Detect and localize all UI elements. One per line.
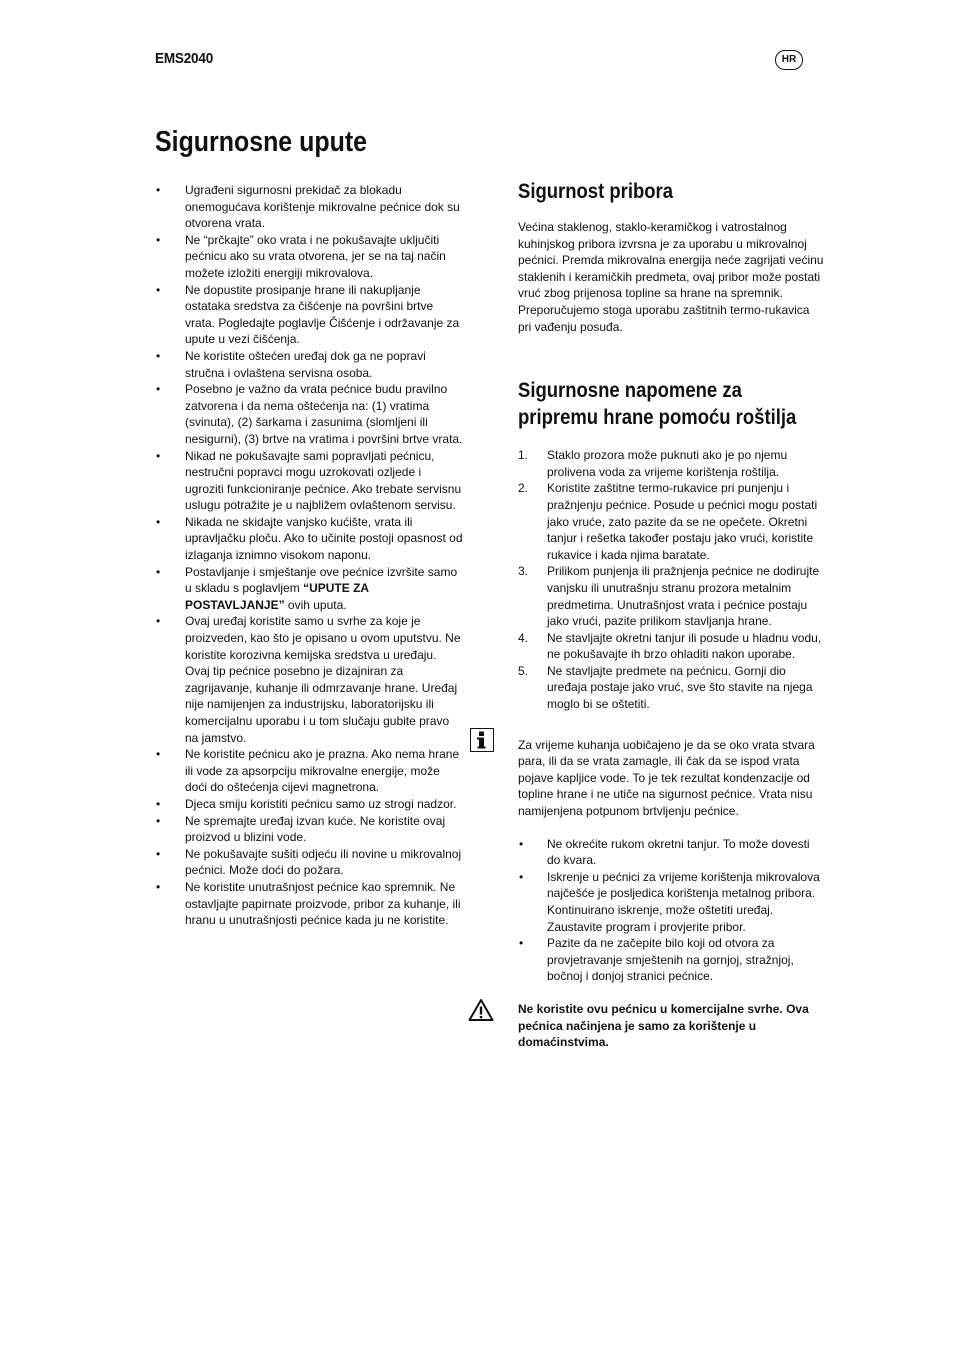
- language-badge: HR: [775, 50, 803, 70]
- list-item: • Iskrenje u pećnici za vrijeme korištenja mikrovalova najčešće je posljedica korištenja metalnog pribora. Kontinuirano iskrenje, može oštetiti uređaj. Zaustavite program i provjerite pribor.: [519, 869, 820, 934]
- list-item: • Posebno je važno da vrata pećnice budu pravilno zatvorena i da nema oštećenja na: (1) vratima (svinuta), (2) šarkama i zasunima (slomljeni ili nesigurni), (3) brtve na vratima i površini brtve vrata.: [156, 382, 463, 446]
- grill-heading-line2: pripremu hrane pomoću roštilja: [518, 406, 797, 430]
- list-item: • Djeca smiju koristiti pećnicu samo uz strogi nadzor.: [156, 796, 457, 811]
- list-item: • Ne okrećite rukom okretni tanjur. To može dovesti do kvara.: [519, 836, 810, 868]
- list-item: • Ne pokušavajte sušiti odjeću ili novine u mikrovalnoj pećnici. Može doći do požara.: [156, 846, 462, 878]
- list-item: • Ne koristite pećnicu ako je prazna. Ako nema hrane ili vode za apsorpciju mikrovalne energije, može doći do oštećenja cijevi magnetrona.: [156, 747, 460, 795]
- list-item: 5. Ne stavljajte predmete na pećnicu. Gornji dio uređaja postaje jako vruć, sve što stavite na njega moglo bi se oštetiti.: [518, 663, 813, 712]
- list-item: 1. Staklo prozora može puknuti ako je po njemu prolivena voda za vrijeme korištenja roštilja.: [518, 448, 788, 479]
- accessories-paragraph: Većina staklenog, staklo-keramičkog i vatrostalnog kuhinjskog pribora izvrsna je za uporabu u mikrovalnoj pećnici. Premda mikrovalna energija neće zagrijati većinu staklenih i keramičkih predmeta, ovaj pribor može postati vruć zbog prijenosa topline sa hrane na spremnik. Preporučujemo stoga uporabu zaštitnih termo-rukavica pri vađenju posuđa.: [518, 220, 824, 334]
- warning-triangle-icon: [468, 998, 494, 1022]
- list-item: • Pazite da ne začepite bilo koji od otvora za provjetravanje smještenih na gornjoj, stražnjoj, bočnoj i donjoj stranici pećnice.: [519, 936, 794, 984]
- usage-bullets: [518, 836, 824, 985]
- list-item: • Ne dopustite prosipanje hrane ili nakupljanje ostataka sredstva za čišćenje na površini brtve vrata. Pogledajte poglavlje Čišćenje i održavanje za upute u vezi čišćenja.: [156, 282, 460, 347]
- safety-instructions-list: [155, 182, 463, 929]
- info-note: Za vrijeme kuhanja uobičajeno je da se oko vrata stvara para, ili da se vrata zamagle, ili čak da se ispod vrata pojave kapljice vode. To je tek rezultat kondenzacije od topline hrane i ne utiče na sigurnost pećnice. Vrata nisu namijenjena potpunom brtvljenju pećnice.: [518, 737, 815, 819]
- page-title: Sigurnosne upute: [155, 126, 367, 158]
- grill-heading-line1: Sigurnosne napomene za: [518, 379, 742, 403]
- accessories-heading: Sigurnost pribora: [518, 180, 674, 203]
- right-column: [518, 178, 824, 1051]
- list-item: • Ovaj uređaj koristite samo u svrhe za koje je proizveden, kao što je opisano u ovom uputstvu. Ne koristite korozivna kemijska sredstva u uređaju. Ovaj tip pećnice posebno je dizajniran za zagrijavanje, kuhanje ili odmrzavanje hrane. Uređaj nije namijenjen za industrijsku, laboratorijsku ili komercijalnu uporabu i u tom slučaju gubite pravo na jamstvo.: [156, 614, 461, 745]
- list-item: • Ugrađeni sigurnosni prekidač za blokadu onemogućava korištenje mikrovalne pećnice dok su otvorena vrata.: [156, 183, 460, 231]
- list-item: 2. Koristite zaštitne termo-rukavice pri punjenju i pražnjenju pećnice. Posude u pećnici mogu postati jako vruće, zato pazite da se ne opečete. Okretni tanjur i rešetka također postaju jako vrući, koristite rukavice i kada njima baratate.: [518, 481, 818, 562]
- list-item: • Ne “prčkajte” oko vrata i ne pokušavajte uključiti pećnicu ako su vrata otvorena, jer se na taj način možete izložiti energiji mikrovalova.: [156, 232, 446, 280]
- warning-note: Ne koristite ovu pećnicu u komercijalne svrhe. Ova pećnica načinjena je samo za korištenje u domaćinstvima.: [518, 1001, 809, 1050]
- list-item-installation: • Postavljanje i smještanje ove pećnice izvršite samo u skladu s poglavljem “UPUTE ZA POSTAVLJANJE” ovih uputa.: [156, 564, 458, 612]
- list-item: • Nikada ne skidajte vanjsko kućište, vrata ili upravljačku ploču. Ako to učinite postoji opasnost od izlaganja iznimno visokom naponu.: [156, 514, 463, 563]
- grill-safety-list: [518, 447, 824, 713]
- list-item: • Nikad ne pokušavajte sami popravljati pećnicu, nestručni popravci mogu uzrokovati ozljede i ugroziti funkcioniranje pećnice. Ako trebate servisnu uslugu potražite je u najbližem ovlaštenom servisu.: [156, 448, 462, 513]
- list-item: • Ne koristite unutrašnjost pećnice kao spremnik. Ne ostavljajte papirnate proizvode, pribor za kuhanje, ili hranu u unutrašnjosti pećnice kada ju ne koristite.: [156, 879, 461, 928]
- info-icon: [470, 728, 494, 752]
- list-item: • Ne koristite oštećen uređaj dok ga ne popravi stručna i ovlaštena servisna osoba.: [156, 348, 426, 380]
- list-item: • Ne spremajte uređaj izvan kuće. Ne koristite ovaj proizvod u blizini vode.: [156, 813, 446, 845]
- list-item: 4. Ne stavljajte okretni tanjur ili posude u hladnu vodu, ne pokušavajte ih brzo ohladiti nakon uporabe.: [518, 630, 822, 662]
- model-number: EMS2040: [155, 50, 214, 67]
- list-item: 3. Prilikom punjenja ili pražnjenja pećnice ne dodirujte vanjsku ili unutrašnju stranu prozora metalnim predmetima. Unutrašnjost vrata i pećnice postaju jako vrući, pazite prilikom stavljanja hrane.: [518, 564, 820, 629]
